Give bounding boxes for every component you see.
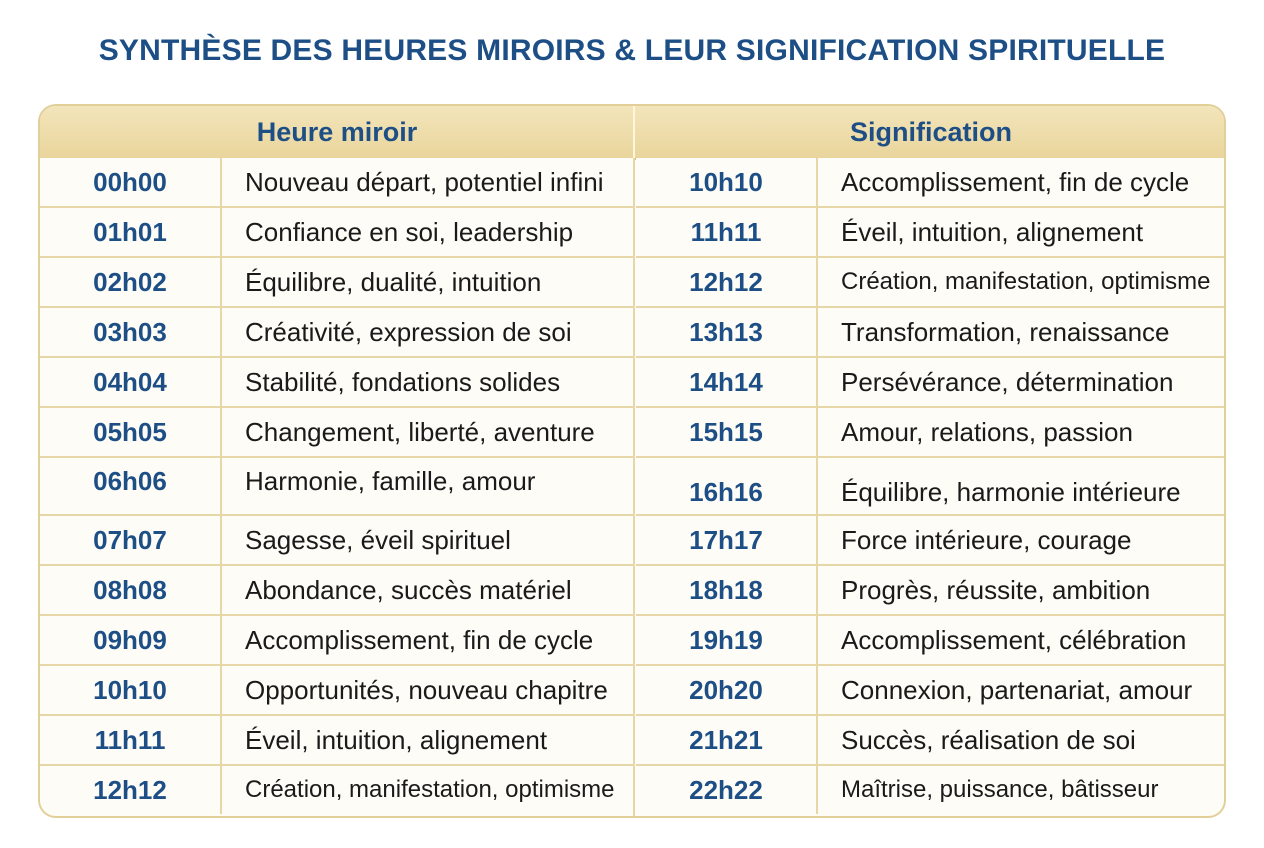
mirror-hour: 10h10 — [40, 666, 222, 714]
mirror-hour: 13h13 — [636, 308, 818, 356]
table-row — [40, 516, 634, 566]
table-row — [636, 258, 1226, 308]
meaning-text: Force intérieure, courage — [841, 524, 1132, 555]
table-row — [636, 566, 1226, 616]
meaning-text: Transformation, renaissance — [841, 316, 1170, 347]
meaning-text: Création, manifestation, optimisme — [245, 776, 615, 803]
meaning-text: Amour, relations, passion — [841, 416, 1133, 447]
meaning-text: Équilibre, dualité, intuition — [245, 266, 542, 297]
meaning-text: Accomplissement, célébration — [841, 624, 1187, 655]
mirror-hour: 15h15 — [636, 408, 818, 456]
meaning-text: Création, manifestation, optimisme — [841, 268, 1211, 295]
mirror-hour: 16h16 — [636, 458, 818, 514]
right-column — [636, 158, 1226, 814]
table-row — [636, 458, 1226, 516]
meaning-text: Harmonie, famille, amour — [245, 466, 536, 496]
mirror-hour: 02h02 — [40, 258, 222, 306]
table-row — [40, 616, 634, 666]
meaning-text: Opportunités, nouveau chapitre — [245, 674, 608, 705]
meaning-text: Changement, liberté, aventure — [245, 416, 595, 447]
left-column — [40, 158, 634, 814]
mirror-hour: 11h11 — [40, 716, 222, 764]
mirror-hour: 19h19 — [636, 616, 818, 664]
meaning-text: Sagesse, éveil spirituel — [245, 524, 511, 555]
header-heure-miroir: Heure miroir — [256, 117, 418, 147]
mirror-hour: 09h09 — [40, 616, 222, 664]
mirror-hour: 18h18 — [636, 566, 818, 614]
mirror-hour: 07h07 — [40, 516, 222, 564]
table-row — [40, 158, 634, 208]
meaning-text: Stabilité, fondations solides — [245, 366, 561, 397]
table-row — [40, 258, 634, 308]
mirror-hour: 05h05 — [40, 408, 222, 456]
meaning-text: Accomplissement, fin de cycle — [245, 624, 594, 655]
mirror-hour: 01h01 — [40, 208, 222, 256]
table-row — [636, 358, 1226, 408]
table-row — [40, 358, 634, 408]
mirror-hour: 00h00 — [40, 158, 222, 206]
table-row — [40, 308, 634, 358]
table-row — [40, 458, 634, 516]
meaning-text: Nouveau départ, potentiel infini — [245, 166, 604, 197]
table-row — [636, 616, 1226, 666]
meaning-text: Progrès, réussite, ambition — [841, 574, 1151, 605]
mirror-hour: 10h10 — [636, 158, 818, 206]
mirror-hour: 12h12 — [40, 766, 222, 814]
mirror-hour: 08h08 — [40, 566, 222, 614]
mirror-hour: 03h03 — [40, 308, 222, 356]
table-row — [636, 516, 1226, 566]
meaning-text: Équilibre, harmonie intérieure — [841, 477, 1181, 507]
meaning-text: Éveil, intuition, alignement — [245, 724, 548, 755]
table-row — [40, 766, 634, 814]
table-header — [40, 106, 1224, 160]
header-divider — [633, 106, 635, 158]
meaning-text: Maîtrise, puissance, bâtisseur — [841, 776, 1159, 803]
table-row — [636, 666, 1226, 716]
meaning-text: Connexion, partenariat, amour — [841, 674, 1193, 705]
mirror-hours-table — [38, 104, 1226, 818]
table-row — [40, 666, 634, 716]
table-row — [636, 716, 1226, 766]
table-row — [636, 158, 1226, 208]
mirror-hour: 12h12 — [636, 258, 818, 306]
table-row — [40, 566, 634, 616]
meaning-text: Persévérance, détermination — [841, 366, 1174, 397]
meaning-text: Créativité, expression de soi — [245, 316, 572, 347]
mirror-hour: 14h14 — [636, 358, 818, 406]
table-row — [40, 208, 634, 258]
mirror-hour: 20h20 — [636, 666, 818, 714]
meaning-text: Éveil, intuition, alignement — [841, 216, 1144, 247]
table-row — [636, 408, 1226, 458]
mirror-hour: 06h06 — [40, 458, 222, 514]
mirror-hour: 21h21 — [636, 716, 818, 764]
mirror-hour: 17h17 — [636, 516, 818, 564]
meaning-text: Confiance en soi, leadership — [245, 216, 574, 247]
page-title: SYNTHÈSE DES HEURES MIROIRS & LEUR SIGNIFICATION SPIRITUELLE — [98, 34, 1166, 67]
table-row — [40, 716, 634, 766]
column-divider — [633, 158, 635, 816]
mirror-hour: 04h04 — [40, 358, 222, 406]
table-row — [636, 308, 1226, 358]
mirror-hour: 22h22 — [636, 766, 818, 814]
mirror-hour: 11h11 — [636, 208, 818, 256]
meaning-text: Succès, réalisation de soi — [841, 724, 1136, 755]
table-row — [40, 408, 634, 458]
table-row — [636, 208, 1226, 258]
meaning-text: Abondance, succès matériel — [245, 574, 572, 605]
header-signification: Signification — [850, 117, 1012, 147]
table-row — [636, 766, 1226, 814]
meaning-text: Accomplissement, fin de cycle — [841, 166, 1190, 197]
